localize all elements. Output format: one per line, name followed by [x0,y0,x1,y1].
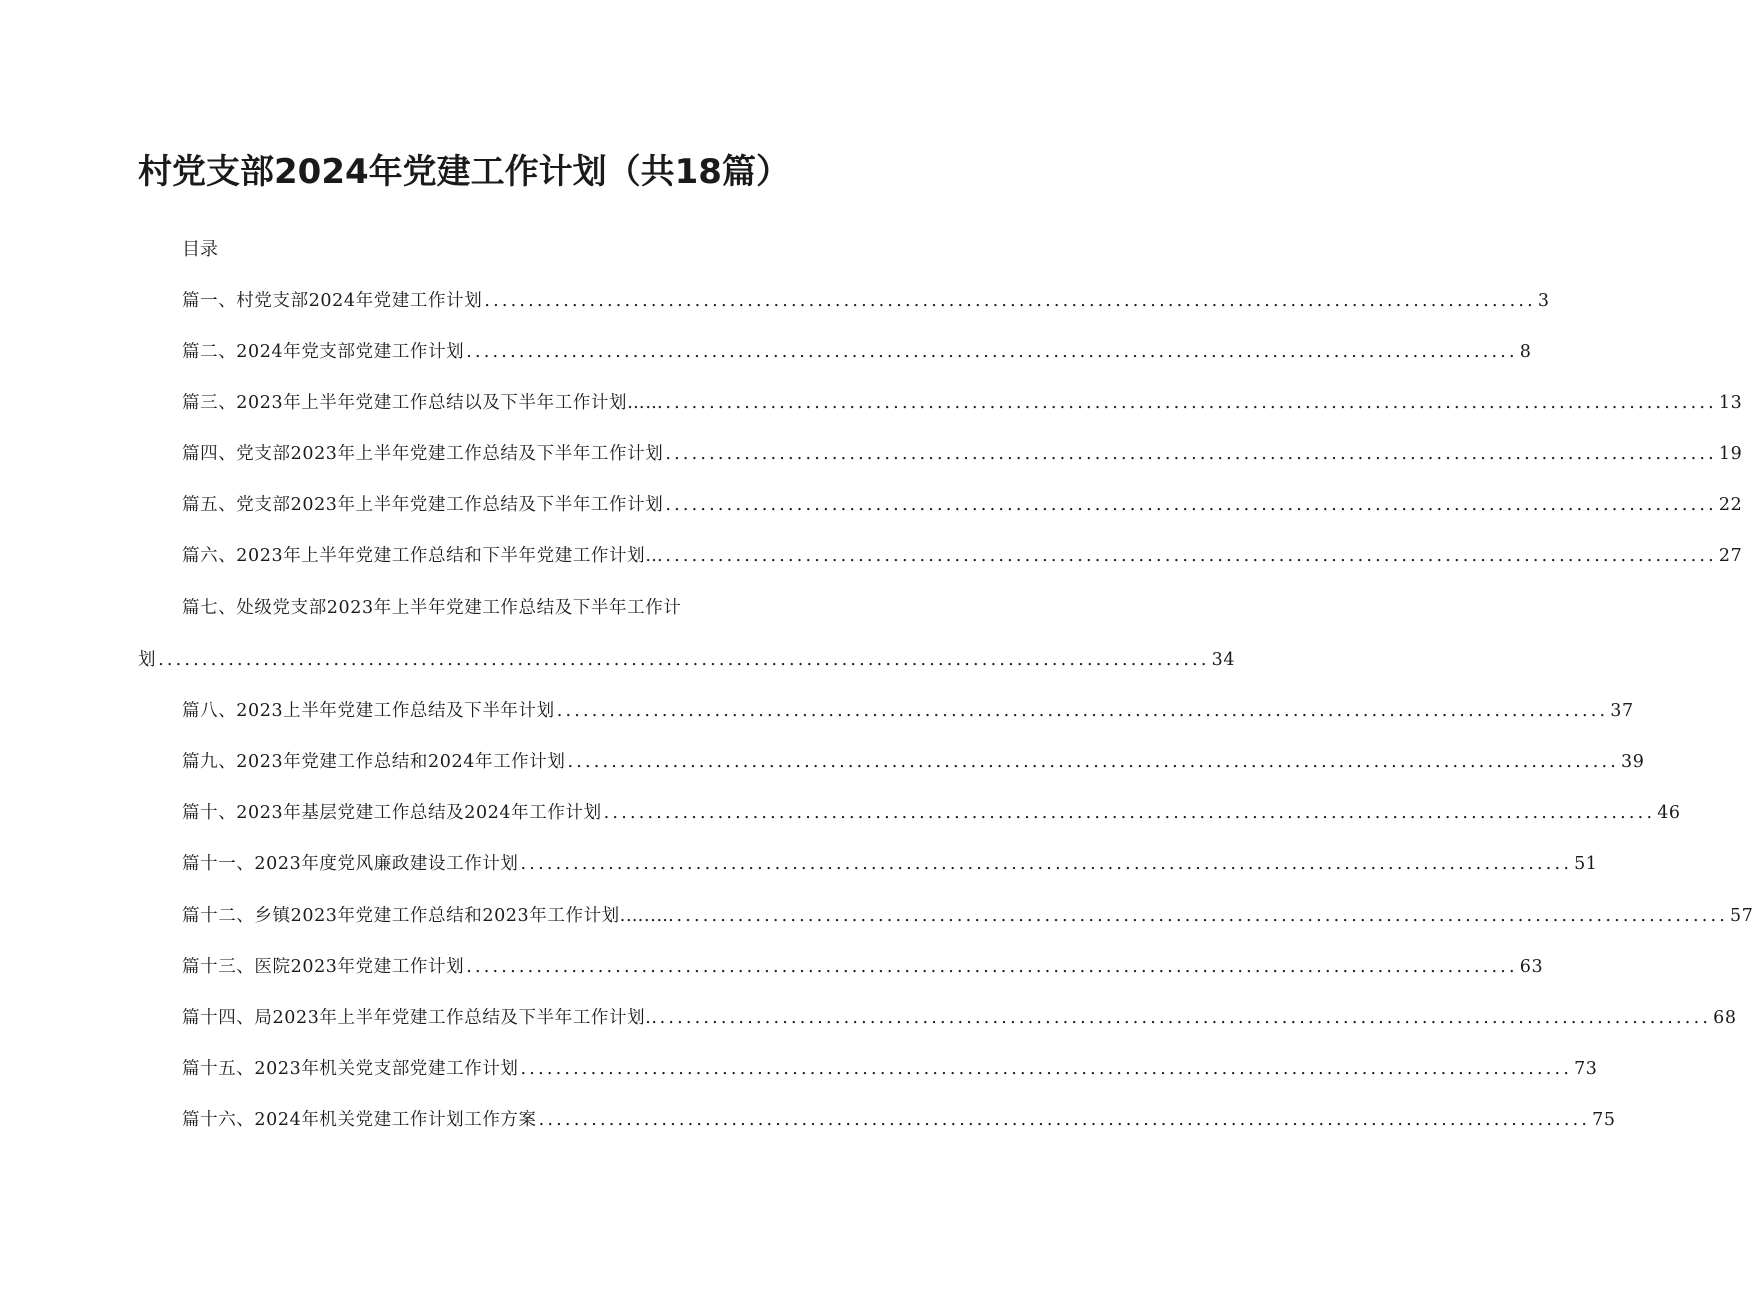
toc-entry-label: 篇十、2023年基层党建工作总结及2024年工作计划 [182,803,602,823]
toc-leader-dots: ........................................................................................................................ [556,701,1609,721]
toc-entry[interactable] [182,1106,1616,1132]
toc-entry[interactable] [182,799,1681,825]
toc-leader-dots: ........................................................................................................................ [665,495,1717,515]
toc-entry[interactable] [182,850,1598,876]
toc-leader-dots: ........................................................................................................................ [603,803,1656,823]
toc-entry-page: 75 [1592,1110,1616,1130]
toc-entry[interactable] [182,491,1743,517]
toc-entry[interactable] [182,594,775,620]
toc-leader-dots: ........................................................................................................................ [520,854,1573,874]
toc-entry-page: 63 [1519,957,1544,977]
toc-entry-label: 篇三、2023年上半年党建工作总结以及下半年工作计划…… [182,393,664,413]
toc-entry-page: 51 [1574,854,1598,874]
toc-leader-dots: ........................................................................................................................ [484,291,1536,311]
toc-entry-page: 3 [1537,291,1550,311]
toc-leader-dots: ........................................................................................................................ [665,393,1717,413]
toc-entry[interactable] [182,748,1645,774]
toc-entry[interactable] [182,902,1753,928]
toc-entry-continuation[interactable] [138,646,1236,672]
toc-entry-label: 篇六、2023年上半年党建工作总结和下半年党建工作计划… [182,546,664,566]
toc-entry[interactable] [182,287,1550,313]
toc-entry-label: 篇一、村党支部2024年党建工作计划 [182,291,483,311]
toc-entry-label: 篇五、党支部2023年上半年党建工作总结及下半年工作计划 [182,495,664,515]
toc-entry-page: 34 [1211,650,1236,670]
toc-entry-label: 篇十一、2023年度党风廉政建设工作计划 [182,854,519,874]
toc-leader-dots: ........................................................................................................................ [520,1059,1573,1079]
toc-entry-page: 68 [1713,1008,1737,1028]
toc-entry-label: 篇十三、医院2023年党建工作计划 [182,957,465,977]
toc-entry-label: 篇八、2023上半年党建工作总结及下半年计划 [182,701,555,721]
toc-leader-dots: ........................................................................................................................ [665,546,1717,566]
toc-entry-page: 39 [1621,752,1645,772]
toc-entry-page: 22 [1718,495,1743,515]
toc-entry-label: 篇四、党支部2023年上半年党建工作总结及下半年工作计划 [182,444,664,464]
toc-entry[interactable] [182,440,1743,466]
toc-entry-page: 8 [1519,342,1532,362]
toc-entry-page: 27 [1718,546,1743,566]
toc-entry-label: 篇九、2023年党建工作总结和2024年工作计划 [182,752,566,772]
toc-entry-page: 19 [1718,444,1743,464]
toc-heading: 目录 [182,239,218,260]
toc-entry-label: 篇二、2024年党支部党建工作计划 [182,342,465,362]
toc-entry[interactable] [182,697,1634,723]
toc-leader-dots: ........................................................................................................................ [466,957,1518,977]
toc-leader-dots: ........................................................................................................................ [466,342,1518,362]
toc-entry-page: 57 [1730,906,1753,926]
toc-leader-dots: ........................................................................................................................ [158,650,1210,670]
toc-entry-label: 篇七、处级党支部2023年上半年党建工作总结及下半年工作计 [182,598,682,618]
document-title: 村党支部2024年党建工作计划（共18篇） [138,152,790,192]
toc-entry[interactable] [182,389,1743,415]
toc-entry-label-cont: 划 [138,650,157,670]
toc-entry-page: 13 [1718,393,1743,413]
toc-entry-label: 篇十二、乡镇2023年党建工作总结和2023年工作计划.…..… [182,906,675,926]
toc-entry-label: 篇十五、2023年机关党支部党建工作计划 [182,1059,519,1079]
toc-leader-dots: ........................................................................................................................ [665,444,1717,464]
toc-entry[interactable] [182,338,1532,364]
toc-entry[interactable] [182,1004,1737,1030]
toc-entry-page: 73 [1574,1059,1598,1079]
toc-leader-dots: ........................................................................................................................ [659,1008,1712,1028]
toc-entry-page: 37 [1610,701,1634,721]
toc-entry[interactable] [182,542,1743,568]
toc-leader-dots: ........................................................................................................................ [538,1110,1591,1130]
toc-leader-dots: ........................................................................................................................ [567,752,1620,772]
toc-entry-label: 篇十四、局2023年上半年党建工作总结及下半年工作计划.. [182,1008,658,1028]
toc-entry-label: 篇十六、2024年机关党建工作计划工作方案 [182,1110,537,1130]
toc-leader-dots: ........................................................................................................................ [676,906,1728,926]
toc-entry[interactable] [182,1055,1598,1081]
toc-entry-page: 46 [1657,803,1681,823]
toc-entry[interactable] [182,953,1544,979]
